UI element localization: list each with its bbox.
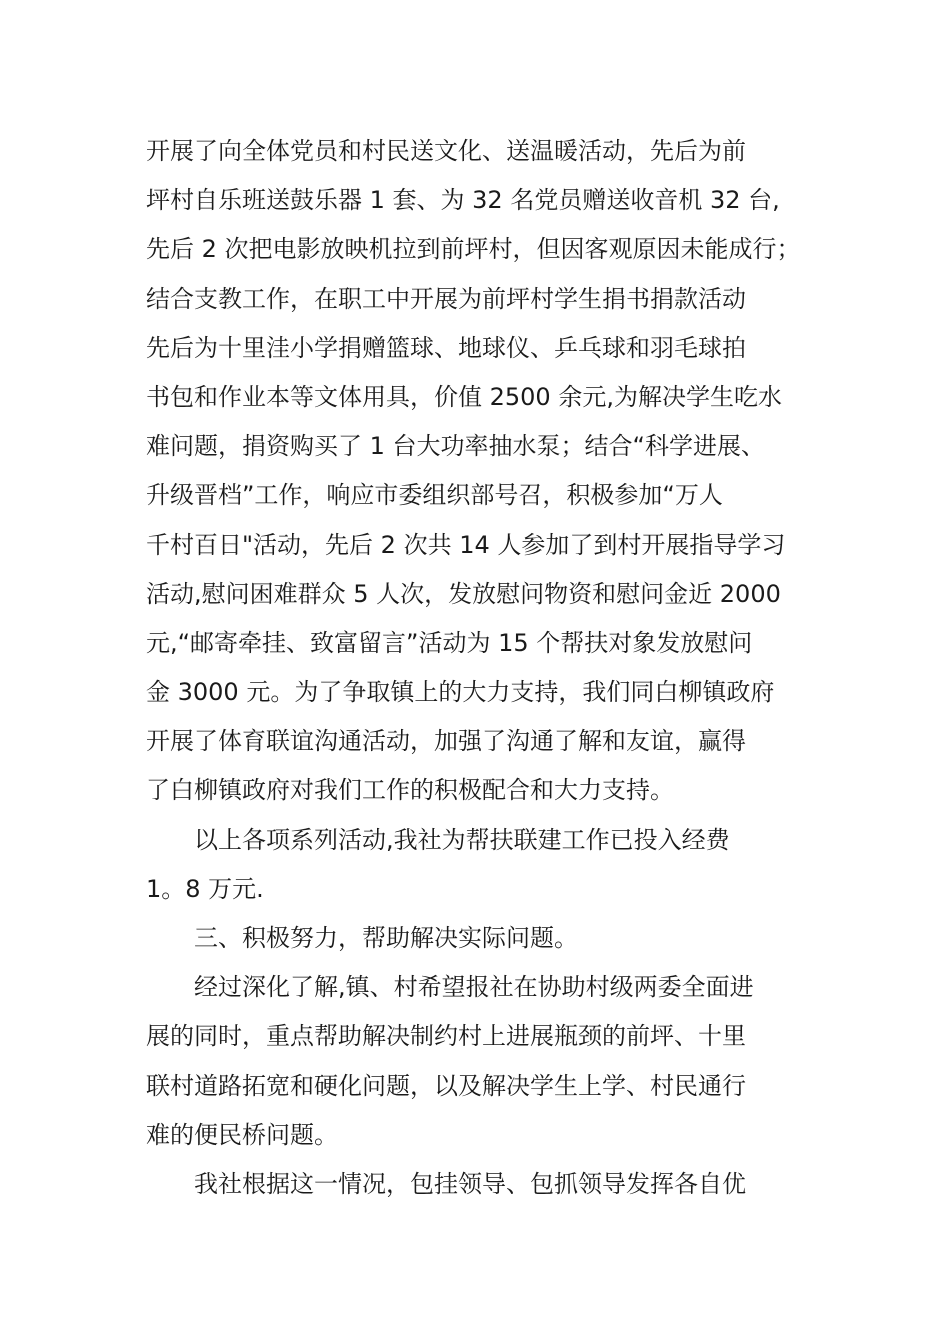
text-line: 金 3000 元。为了争取镇上的大力支持，我们同白柳镇政府 — [146, 678, 775, 707]
paragraph-first-line: 以上各项系列活动,我社为帮扶联建工作已投入经费 — [194, 825, 730, 854]
text-line: 了白柳镇政府对我们工作的积极配合和大力支持。 — [146, 776, 674, 805]
text-line: 难问题，捐资购买了 1 台大功率抽水泵；结合“科学进展、 — [146, 432, 765, 461]
text-line: 难的便民桥问题。 — [146, 1120, 338, 1149]
paragraph-first-line: 经过深化了解,镇、村希望报社在协助村级两委全面进 — [194, 973, 754, 1002]
text-line: 活动,慰问困难群众 5 人次，发放慰问物资和慰问金近 2000 — [146, 579, 781, 608]
text-line: 开展了体育联谊沟通活动，加强了沟通了解和友谊，赢得 — [146, 727, 746, 756]
text-line: 1。8 万元. — [146, 874, 264, 903]
text-line: 展的同时，重点帮助解决制约村上进展瓶颈的前坪、十里 — [146, 1022, 746, 1051]
text-line: 升级晋档”工作，响应市委组织部号召，积极参加“万人 — [146, 481, 723, 510]
body-text — [146, 127, 816, 1209]
paragraph-first-line: 三、积极努力，帮助解决实际问题。 — [194, 924, 578, 952]
paragraph-first-line: 我社根据这一情况，包挂领导、包抓领导发挥各自优 — [194, 1169, 746, 1198]
text-line: 先后 2 次把电影放映机拉到前坪村，但因客观原因未能成行； — [146, 235, 801, 264]
text-line: 千村百日"活动，先后 2 次共 14 人参加了到村开展指导学习 — [146, 530, 786, 559]
text-line: 开展了向全体党员和村民送文化、送温暖活动，先后为前 — [146, 137, 746, 165]
text-line: 联村道路拓宽和硬化问题，以及解决学生上学、村民通行 — [146, 1071, 746, 1100]
text-line: 先后为十里洼小学捐赠篮球、地球仪、乒乓球和羽毛球拍 — [146, 333, 746, 362]
text-line: 元,“邮寄牵挂、致富留言”活动为 15 个帮扶对象发放慰问 — [146, 628, 753, 657]
text-line: 结合支教工作，在职工中开展为前坪村学生捐书捐款活动 — [146, 284, 746, 313]
text-line: 坪村自乐班送鼓乐器 1 套、为 32 名党员赠送收音机 32 台, — [146, 186, 780, 215]
text-line: 书包和作业本等文体用具，价值 2500 余元,为解决学生吃水 — [146, 382, 782, 411]
